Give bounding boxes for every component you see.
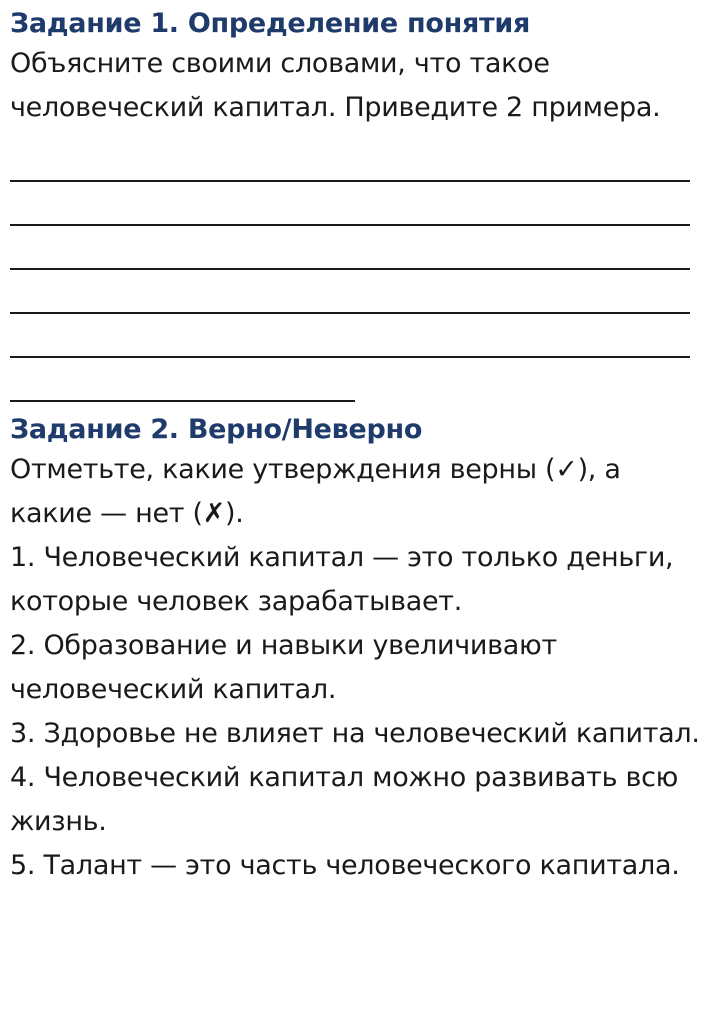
statement-item: 2. Образование и навыки увеличивают человеческий капитал. — [10, 630, 557, 705]
answer-line[interactable] — [10, 182, 690, 226]
answer-line[interactable] — [10, 270, 690, 314]
answer-line[interactable] — [10, 314, 690, 358]
task-2-instruction: Отметьте, какие утверждения верны (✓), а какие — нет (✗). — [10, 454, 621, 529]
task-1-instruction: Объясните своими словами, что такое человеческий капитал. Приведите 2 примера. — [10, 48, 661, 123]
answer-line[interactable] — [10, 226, 690, 270]
task-1-title: Задание 1. Определение понятия — [10, 8, 530, 39]
statement-item: 4. Человеческий капитал можно развивать всю жизнь. — [10, 762, 679, 837]
statement-item: 5. Талант — это часть человеческого капитала. — [10, 850, 680, 881]
answer-line-short[interactable] — [10, 358, 355, 402]
task-2-title: Задание 2. Верно/Неверно — [10, 414, 423, 445]
statement-item: 1. Человеческий капитал — это только деньги, которые человек зарабатывает. — [10, 542, 674, 617]
answer-line[interactable] — [10, 138, 690, 182]
task-2 — [10, 412, 708, 888]
task-1 — [10, 6, 708, 402]
answer-lines — [10, 138, 690, 402]
statement-list — [10, 536, 708, 888]
statement-item: 3. Здоровье не влияет на человеческий капитал. — [10, 718, 700, 749]
